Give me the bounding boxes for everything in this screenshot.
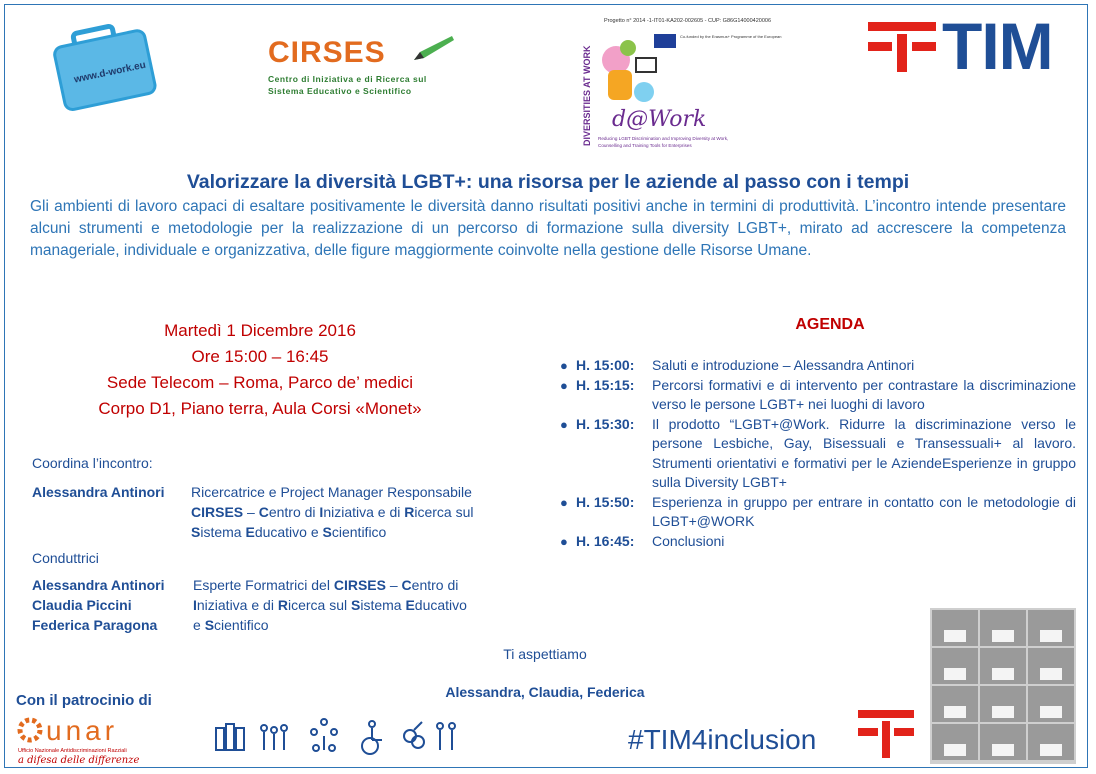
cirses-line-2: Sistema Educativo e Scientifico — [268, 86, 412, 96]
bullet-icon: ● — [560, 494, 568, 510]
dwork-tagline-2: Counselling and Training Tools for Enterprises — [598, 143, 692, 148]
diversities-vertical-text: DIVERSITIES AT WORK — [582, 45, 592, 146]
conduttrici-role-line2: Iniziativa e di Ricerca sul Sistema Educativo — [193, 597, 467, 613]
bullet-icon: ● — [560, 416, 568, 432]
event-time: Ore 15:00 – 16:45 — [191, 347, 329, 366]
unar-line-2: a difesa delle differenze — [18, 755, 140, 766]
event-room: Corpo D1, Piano terra, Aula Corsi «Monet» — [98, 399, 422, 418]
pencil-icon — [412, 34, 456, 64]
agenda-text: Il prodotto “LGBT+@Work. Ridurre la discriminazione verso le persone Lesbiche, Gay, Bisessuali e Transessuali+ al lavoro. Strumenti orientativi e formativi per le AziendeEsperienze in gruppo sulla Diversity LGBT+ — [652, 415, 1076, 490]
conduttrici-names — [32, 575, 192, 635]
agenda-list — [560, 356, 1080, 551]
agenda-time: H. 15:00: — [576, 357, 635, 373]
agenda-text: Percorsi formativi e di intervento per contrastare la discriminazione verso le persone LGBT+ nei luoghi di lavoro — [652, 376, 1076, 412]
agenda-item — [560, 415, 1080, 493]
coordina-role — [191, 482, 515, 542]
dwork-url: www.d-work.eu — [73, 59, 147, 86]
agenda-item — [560, 493, 1080, 532]
agenda-item — [560, 356, 1080, 376]
eu-flag-icon — [654, 34, 676, 48]
agenda-time: H. 15:50: — [576, 493, 635, 510]
closing-aspettiamo: Ti aspettiamo — [503, 646, 587, 662]
tim-small-logo — [858, 710, 914, 758]
cirses-wordmark: CIRSES — [268, 36, 386, 69]
coordina-role-line1: Ricercatrice e Project Manager Responsabile — [191, 484, 472, 500]
coordina-role-line2: CIRSES – Centro di Iniziativa e di Ricerca sul — [191, 504, 474, 520]
closing-signatures: Alessandra, Claudia, Federica — [445, 684, 645, 700]
conduttrice-name: Claudia Piccini — [32, 597, 132, 613]
bullet-icon: ● — [560, 533, 568, 549]
conduttrici-label: Conduttrici — [32, 550, 99, 566]
agenda-title: AGENDA — [795, 316, 865, 333]
people-group-icon — [216, 724, 244, 750]
couple-icon — [437, 723, 455, 750]
intro-paragraph: Gli ambienti di lavoro capaci di esaltare positivamente le diversità danno risultati positivi anche in termini di produttività. L’incontro intende presentare alcuni strumenti e metodologie per la realizzazione di un percorso di formazione sulla diversity LGBT+, mirato ad accrescere la competenza manageriale, individuale e organizzativa, delle figure maggiormente coinvolte nella gestione delle Risorse Umane. — [30, 198, 1066, 259]
event-date: Martedì 1 Dicembre 2016 — [164, 321, 356, 340]
conduttrici-role — [193, 575, 515, 635]
dwork-briefcase-logo — [50, 18, 160, 114]
agenda-text: Conclusioni — [652, 532, 725, 549]
agenda-item — [560, 376, 1080, 415]
coordina-role-line3: Sistema Educativo e Scientifico — [191, 524, 387, 540]
page-title: Valorizzare la diversità LGBT+: una risorsa per le aziende al passo con i tempi — [186, 171, 910, 193]
agenda-time: H. 15:15: — [576, 376, 635, 393]
photo-collage — [930, 608, 1076, 764]
agenda-text: Esperienza in gruppo per entrare in contatto con le metodologie di LGBT+@WORK — [652, 493, 1076, 529]
coordina-label: Coordina l’incontro: — [32, 455, 153, 471]
patrocinio-label: Con il patrocinio di — [16, 692, 152, 709]
eu-note: Co-funded by the Erasmus+ Programme of the European Union — [680, 34, 782, 39]
diversity-icons-row — [212, 714, 462, 762]
religions-icon — [311, 719, 337, 751]
agenda-item — [560, 532, 1080, 552]
diversities-at-work-logo — [572, 14, 782, 154]
conduttrice-name: Federica Paragona — [32, 617, 158, 633]
coordinator-name: Alessandra Antinori — [32, 484, 165, 500]
gender-symbols-icon — [404, 722, 424, 748]
unar-wordmark: unar — [46, 715, 119, 746]
wheelchair-icon — [362, 721, 382, 754]
dwork-tagline-1: Reducing LGBT Discrimination and Improving Diversity at Work, — [598, 136, 729, 141]
conduttrici-role-line1: Esperte Formatrici del CIRSES – Centro di — [193, 577, 459, 593]
hashtag-tim4inclusion: #TIM4inclusion — [628, 724, 817, 755]
tim-logo — [868, 9, 1078, 83]
project-code: Progetto n° 2014 -1-IT01-KA202-002605 - CUP: G86G14000420006 — [604, 18, 772, 24]
bullet-icon: ● — [560, 377, 568, 393]
unar-logo — [16, 710, 166, 766]
coordina-name — [32, 482, 192, 502]
cirses-line-1: Centro di Iniziativa e di Ricerca sul — [268, 74, 427, 84]
event-details — [40, 318, 480, 422]
family-icon — [261, 725, 287, 750]
unar-sun-icon — [20, 720, 40, 740]
dwork-brand: d@Work — [612, 107, 707, 132]
agenda-time: H. 16:45: — [576, 532, 635, 549]
conduttrici-role-line3: e Scientifico — [193, 617, 269, 633]
agenda-text: Saluti e introduzione – Alessandra Antinori — [652, 357, 915, 373]
bullet-icon: ● — [560, 358, 568, 373]
tim-symbol-icon — [868, 22, 936, 72]
conduttrice-name: Alessandra Antinori — [32, 577, 165, 593]
agenda-time: H. 15:30: — [576, 415, 635, 432]
tim-wordmark: TIM — [942, 9, 1053, 83]
event-place: Sede Telecom – Roma, Parco de’ medici — [106, 373, 414, 392]
cirses-logo — [262, 30, 462, 100]
unar-line-1: Ufficio Nazionale Antidiscriminazioni Razziali — [18, 748, 127, 754]
